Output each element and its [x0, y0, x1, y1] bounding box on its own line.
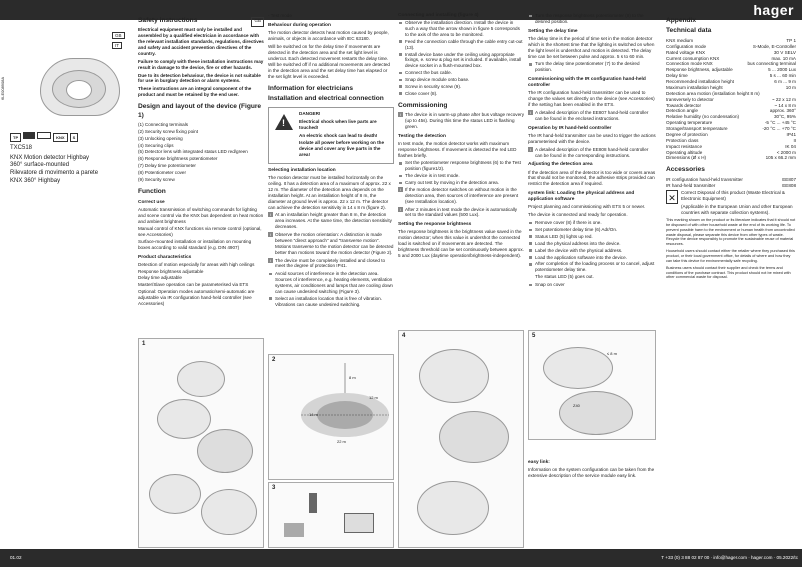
danger-box: [268, 107, 394, 164]
selection-note: i At an installation height greater than 8 m, the detection area increases. At the same time, the detection sensitivity decreases.: [268, 212, 394, 230]
test-bullet: Carry out test by moving in the detection area.: [398, 180, 524, 186]
tech-value: 5 ... 2000 Lux: [768, 67, 796, 73]
tech-value: 5 s ... 60 min: [769, 73, 796, 79]
safety-title: Safety instructions: [138, 17, 198, 24]
weee-text: Correct Disposal of this product (Waste Electrical & Electronic Equipment): [681, 190, 785, 202]
tech-label: Response brightness, adjustable: [666, 67, 733, 73]
selection-note: i The device must be completely installed and closed to meet the degree of protection IP41.: [268, 258, 394, 270]
system-link-title: system link: Loading the physical address and application software: [528, 191, 635, 203]
disposal-text3: Business users should contact their supplier and check the terms and conditions of the purchase contract. This product should not be mixed with other commercial waste for disposal.: [666, 265, 791, 280]
appendix-title: Appendix: [666, 17, 697, 24]
weee-text2: (Applicable in the European Union and other European countries with separate collection systems).: [681, 204, 793, 216]
function-title: Function: [138, 187, 166, 195]
figure-4: 4: [398, 330, 524, 548]
figure-2: 2 8 m 22 m 14 m 12 m: [268, 354, 394, 480]
part-item: (9) Security screw: [138, 176, 175, 182]
prod-char-title: Product characteristics: [138, 254, 192, 260]
tech-label: Impact resistance: [666, 143, 702, 149]
tech-value: -5 °C ... +45 °C: [764, 120, 796, 126]
char-item: Delay time adjustable: [138, 275, 182, 281]
side-code: 6LE008908A: [0, 76, 5, 100]
tech-label: Operating altitude: [666, 149, 703, 155]
char-item: Detection of motion especially for areas with high ceilings: [138, 261, 255, 267]
acc-label: IR hand-held transmitter: [666, 182, 716, 188]
safety-text-3: Due to its detection behaviour, the device is not suitable for use in burglary detection or alarm systems.: [138, 72, 261, 84]
tech-label: Rated voltage KNX: [666, 49, 706, 55]
logo-row: [10, 126, 80, 144]
dim-width: 22 m: [337, 439, 346, 444]
tech-label: Storage/transport temperature: [666, 126, 728, 131]
acc-value: EE807: [782, 176, 796, 182]
design-title: Design and layout of the device (Figure 1): [138, 103, 262, 119]
test-note: i If the motion detector switches on without motion in the detection area, then sources of interference are present (see Installation location).: [398, 187, 524, 205]
tech-value: 10 m: [785, 84, 796, 90]
delay-text: The delay time is the period of time set in the motion detector which is the shortest time that the lighting is switched on when the light level is undershot and motion is detected. The delay time can be set between pulse and approx. 5 s to 60 min.: [528, 35, 655, 59]
tech-label: Current consumption KNX: [666, 55, 720, 61]
system-after: The status LED (5) goes out.: [535, 274, 594, 280]
tech-label: Towards detector: [666, 102, 701, 108]
footer-right: T +33 (0) 3 88 02 87 00 · info@hager.com · hager.com · 05.2022/tc: [661, 555, 798, 560]
part-item: (3) Unlocking opening: [138, 135, 183, 141]
box-icon: [23, 132, 35, 139]
test-mode-item: - Test mode: [268, 13, 292, 18]
tech-label: Detection angle: [666, 108, 698, 114]
commissioning-title: Commissioning: [398, 101, 448, 109]
adjust-title: Adjusting the detection area: [528, 162, 593, 168]
selection-bullet: Select an installation location that is free of vibration. Vibrations can cause undesired switching.: [268, 296, 394, 308]
system-step: Load the physical address into the device.: [528, 241, 656, 247]
tech-label: Connection mode KNX: [666, 61, 713, 67]
test-bullet: Set the potentiometer response brightness (6) to the Test position (figure1/2).: [398, 160, 524, 172]
ir-note: i A detailed description of the EE807 hand-held controller can be found in the enclosed instructions.: [528, 110, 656, 122]
tech-value: ~ 14 x 8 m: [774, 102, 796, 108]
connect-title: Connecting and installing (figure 4): [398, 13, 479, 18]
zone-label: Z40: [573, 403, 580, 408]
ir-title: Commissioning with the IR configuration hand-held controller: [528, 77, 646, 89]
system-step: Set potentiometer delay time (6) Adr/On.: [528, 227, 656, 233]
tech-value: 30 V SELV: [773, 49, 796, 55]
system-step: Status LED (5) lights up red.: [528, 234, 656, 240]
tech-value: 105 x 66.2 mm: [765, 155, 796, 161]
acc-value: EE808: [782, 182, 796, 188]
brand-logo: hager: [753, 2, 794, 18]
dim-14: 14 m: [309, 412, 318, 417]
tech-value: IP41: [786, 131, 796, 137]
char-item: Response brightness adjustable: [138, 268, 204, 274]
danger-text-2: An electric shock can lead to death!: [299, 132, 378, 138]
tech-label: Delay time: [666, 73, 688, 79]
connect-step: Snap device module onto base.: [398, 77, 524, 83]
part-item: (5) Detector lens with integrated status LED red/green: [138, 149, 248, 155]
tp-logo: TP: [10, 133, 21, 142]
adjust-text: If the detection area of the detector is too wide or covers areas that should not be monitored, the adhesive strips provided can restrict the detection area if required.: [528, 169, 656, 187]
system-last: Snap on cover: [528, 282, 656, 288]
tech-label: KNX medium: [666, 37, 694, 43]
safety-text-2: Failure to comply with these installation instructions may result in damage to the device, fire or other hazards.: [138, 58, 264, 70]
disposal-text: This marking shown on the product or its literature indicates that it should not be disposed of with other household waste at the end of its working life. To prevent possible harm to the environment or human health from uncontrolled waste disposal, please separate this device from other types of waste. Recycle the device responsibly to promote the sustainable reuse of material resources.: [666, 217, 796, 247]
connect-step: Connect the bus cable.: [398, 70, 524, 76]
behaviour-text: The motion detector detects heat motion caused by people, animals, or objects in accordance with IEC 63180.: [268, 30, 389, 41]
dim-ceiling: ≤ 8 m: [607, 351, 617, 356]
lang-badge-gb: GB: [112, 32, 125, 39]
testing-text: In test mode, the motion detector works with maximum response brightness. If movement is detected the red LED flashes briefly.: [398, 140, 517, 158]
system-link-text: Project planning and commissioning with ETS 5 or newer.: [528, 204, 646, 210]
danger-text-1: Electrical shock when live parts are touched!: [299, 118, 377, 130]
tech-value: S-Mode, E-Controller: [752, 43, 796, 49]
spec-icon: [37, 132, 51, 139]
easy-link-title: easy link:: [528, 460, 550, 465]
delay-bullet: Turn the delay time potentiometer (7) to the desired position.: [528, 61, 656, 73]
tech-label: Operating temperature: [666, 120, 713, 126]
part-item: (1) Connecting terminals: [138, 121, 189, 127]
s-logo: S: [70, 133, 79, 142]
install-title: Installation and electrical connection: [268, 95, 384, 103]
knx-logo: KNX: [53, 133, 67, 142]
testing-title: Testing the detection: [398, 133, 446, 139]
delay-title: Setting the delay time: [528, 28, 578, 34]
tech-value: < 2000 m: [776, 149, 796, 155]
tech-value: ~ 22 x 12 m: [771, 96, 796, 102]
turn-bullet: Turn the response brightness potentiometer (6) to the desired position.: [528, 13, 656, 25]
bin-icon: ✕: [666, 190, 678, 204]
selection-bullet: Avoid sources of interference in the detection area. Sources of interference, e.g. heating elements, ventilation systems, air conditioners and lamps that are cooling down can cause undesired switching (Figure 3).: [268, 271, 394, 295]
use-item: Manual control of KNX functions via remote control (optional, see Accessories): [138, 226, 262, 237]
safety-text-4: These instructions are an integral component of the product and must be retained by the end user.: [138, 86, 252, 98]
part-item: (8) Potentiometer cover: [138, 170, 186, 176]
op-note: i A detailed description of the EE808 hand-held controller can be found in the corresponding instructions.: [528, 147, 656, 159]
tech-label: Degree of protection: [666, 131, 708, 137]
dim-height: 8 m: [349, 375, 356, 380]
tech-label: Maximum installation height: [666, 84, 723, 90]
system-step: Load the application software into the device.: [528, 255, 656, 261]
footer-left: 01.02: [10, 555, 22, 560]
acc-label: IR configuration hand-held transmitter: [666, 176, 743, 182]
tech-table: [666, 38, 796, 161]
connect-step: Close cover (8).: [398, 91, 524, 97]
figure-5: 5 ≤ 8 m Z40: [528, 330, 656, 440]
tech-row: [666, 155, 796, 161]
system-step: After completion of the loading process or to cancel, adjust potentiometer delay time.: [528, 261, 656, 273]
easy-link-text: Information on the system configuration can be taken from the extensive description of the service module easy link.: [528, 467, 655, 478]
tech-value: -20 °C ... +70 °C: [762, 126, 796, 131]
response-title: Setting the response brightness: [398, 222, 472, 228]
lang-badge-it: IT: [112, 42, 122, 49]
selection-title: Selecting installation location: [268, 168, 336, 173]
use-item: Surface-mounted installation or installation on mounting boxes according to valid standard (e.g. DIN 4907): [138, 238, 252, 250]
connect-step: Install device base under the ceiling using appropriate fixings, e. screw & plug set is included. If available, install device socket in a flush-mounted box.: [398, 52, 524, 70]
tech-value: IK 04: [785, 143, 796, 149]
safety-text-1: Electrical equipment must only be installed and assembled by a qualified electrician in accordance with the relevant installation standards, regulations, directives and safety and accident prevention directives of the country.: [138, 27, 264, 56]
tech-label: Protection class: [666, 137, 699, 143]
connect-step: Feed the connection cable through the cable entry cut-out (13).: [398, 39, 524, 51]
part-item: (4) Securing clips: [138, 142, 174, 148]
figure-1: 1: [138, 338, 264, 548]
tech-value: 6 m ... 9 m: [774, 79, 796, 84]
tech-label: Configuration mode: [666, 43, 707, 49]
ir-text: The IR configuration hand-held transmitter can be used to change the values set directly on the device (see Accessories) if the setting has been enabled in the ETS.: [528, 90, 655, 108]
tech-value: TP 1: [786, 37, 796, 43]
test-bullet: The device is in test mode.: [398, 173, 524, 179]
behaviour-title: Behaviour during operation: [268, 22, 331, 28]
op-title: Operation by IR hand-held controller: [528, 125, 612, 131]
connect-step: Observe the installation direction. Install the device in such a way that the arrow shown in figure 5 corresponds to the axis of the area to be monitored.: [398, 20, 524, 38]
product-image: [12, 26, 130, 126]
behaviour-item: Will be switched on for the delay time if movements are detected in the detection area and the set light level is undercut. Each detected movement restarts the delay time.: [268, 43, 389, 61]
footer-bar: [0, 549, 802, 567]
char-item: Master/Slave operation can be parameterised via ETS: [138, 282, 249, 288]
info-title: Information for electricians: [268, 85, 354, 92]
product-name-en: KNX Motion detector Highbay: [10, 154, 90, 161]
tech-value: bus connecting terminal: [747, 61, 796, 67]
system-link-text2: The device is connected and ready for operation.: [528, 212, 628, 218]
accessories-title: Accessories: [666, 166, 705, 174]
product-name-it2: KNX 360° Highbay: [10, 177, 61, 184]
tech-label: Recommended installation height: [666, 79, 734, 84]
tech-value: max. 10 mA: [771, 55, 796, 61]
tech-label: transversely to detector: [666, 96, 714, 102]
behaviour-item: Will be switched off if no additional movements are detected in the detection area and the set delay time has elapsed or the set light level is exceeded.: [268, 62, 390, 80]
system-step: Label the device with the physical address.: [528, 248, 656, 254]
char-item: Optional: Operation modes automatic/semi-automatic are adjustable via IR configuration hand-held controller (see Accessories): [138, 289, 255, 306]
tech-title: Technical data: [666, 27, 712, 35]
response-text: The response brightness is the brightness value saved in the motion detector; when this value is undershot the connected load is switched on if movements are detected. The brightness threshold can be set continuously between approx. 5 and 2000 Lux (daytime operation/brightness-independent).: [398, 229, 524, 258]
correct-use-title: Correct use: [138, 200, 165, 206]
product-code: TXC518: [10, 145, 33, 151]
lang-gb: GB: [251, 17, 264, 27]
op-text: The IR hand-held transmitter can be used to trigger the actions parameterised with the device.: [528, 132, 656, 144]
figure-3: 3: [268, 482, 394, 548]
product-name-it: Rilevatore di movimento a parete: [10, 170, 99, 177]
tech-value: 30°C, 95%: [773, 114, 796, 120]
system-step: Remove cover (8) if there is one.: [528, 220, 656, 226]
disposal-text2: Household users should contact either the retailer where they purchased this product, or their local government office, for details of where and how they can take this device for environmentally safe recycling.: [666, 249, 795, 263]
danger-text-3: Isolate all power before working on the device and cover any live parts in the area!: [299, 140, 384, 158]
tech-value: II: [793, 137, 796, 143]
tech-label: Relative humidity (no condensation): [666, 114, 740, 120]
dim-12: 12 m: [369, 395, 378, 400]
tech-label: Detection area motion (installation height 8 m): [666, 90, 760, 96]
part-item: (2) Security screw fixing point: [138, 128, 198, 134]
part-item: (6) Response brightness potentiometer: [138, 156, 218, 162]
product-name-en2: 360° surface-mounted: [10, 162, 70, 169]
use-item: Automatic transmission of switching commands for lighting and scene control via the KNX bus dependent on heat motion and ambient brightness: [138, 207, 264, 225]
tech-label: Dimensions (Ø x H): [666, 155, 707, 161]
danger-label: DANGER!: [299, 110, 321, 116]
commissioning-note: i The device is in warm-up phase after bus voltage recovery (up to 45s). During this time the status LED is flashing green.: [398, 112, 524, 130]
warning-icon: [275, 114, 293, 130]
selection-note: i Observe the motion orientation: A distinction is made between "direct approach" and "transverse motion". Motions transverse to the motion detector can be detected better than motions toward the motion detector (Figure 2).: [268, 232, 394, 256]
tech-value: approx. 360°: [769, 108, 796, 114]
part-item: (7) Delay time potentiometer: [138, 163, 196, 169]
connect-step: Screw in security screw (9).: [398, 84, 524, 90]
test-note: i After 2 minutes in test mode the device is automatically set to the standard values (500 Lux).: [398, 207, 524, 219]
selection-text: The motion detector must be installed horizontally on the ceiling. It has a detection area of a maximum of approx. 22 x 12 m. The diameter of the detection area depends on the installation height. At an installation height of 8 m, the diameter at ground level is approx. 22 x 12 m. The detector can achieve the detection sensitivity in 14 x 8 m (figure 2).: [268, 175, 391, 210]
